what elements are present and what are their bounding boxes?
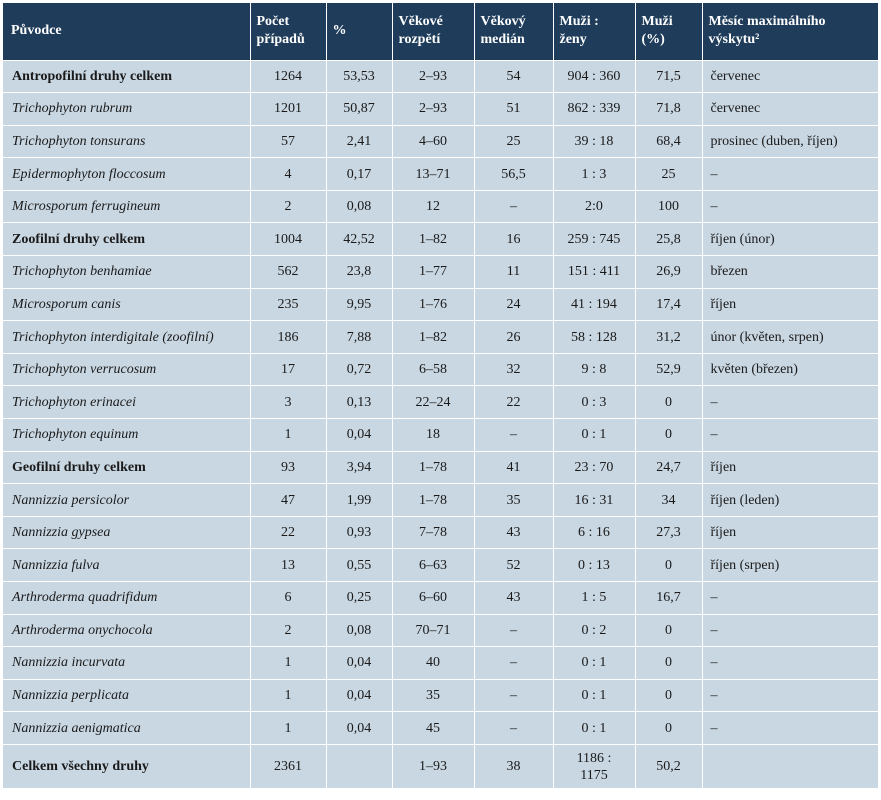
cell-age-range: 1–76 (392, 288, 474, 321)
header-age-median: Věkový medián (474, 3, 553, 60)
header-peak-month: Měsíc maximálního výskytu² (702, 3, 878, 60)
cell-peak-month: – (702, 647, 878, 680)
table-row (3, 288, 878, 321)
cell-peak-month: – (702, 419, 878, 452)
cell-men-percent: 26,9 (635, 256, 702, 289)
cell-age-median: 52 (474, 549, 553, 582)
cell-pathogen: Nannizzia perplicata (3, 679, 250, 712)
cell-case-count: 562 (250, 256, 326, 289)
cell-men-percent: 0 (635, 614, 702, 647)
cell-pathogen: Microsporum canis (3, 288, 250, 321)
table-row (3, 647, 878, 680)
cell-age-median: 43 (474, 582, 553, 615)
cell-men-women: 0 : 3 (553, 386, 635, 419)
cell-age-range: 12 (392, 190, 474, 223)
cell-age-range: 1–77 (392, 256, 474, 289)
table-row (3, 582, 878, 615)
cell-peak-month: říjen (702, 516, 878, 549)
cell-men-women: 58 : 128 (553, 321, 635, 354)
cell-men-women: 862 : 339 (553, 93, 635, 126)
cell-men-women: 904 : 360 (553, 60, 635, 93)
header-case-count: Počet případů (250, 3, 326, 60)
cell-age-median: 22 (474, 386, 553, 419)
cell-men-women: 151 : 411 (553, 256, 635, 289)
cell-peak-month: – (702, 386, 878, 419)
cell-case-count: 1 (250, 679, 326, 712)
table-row (3, 386, 878, 419)
cell-age-median: – (474, 190, 553, 223)
cell-case-count: 13 (250, 549, 326, 582)
cell-peak-month: květen (březen) (702, 353, 878, 386)
cell-men-percent: 16,7 (635, 582, 702, 615)
cell-pathogen: Epidermophyton floccosum (3, 158, 250, 191)
cell-case-count: 6 (250, 582, 326, 615)
cell-age-median: 54 (474, 60, 553, 93)
cell-percent: 0,55 (326, 549, 392, 582)
table-row (3, 549, 878, 582)
table-row (3, 353, 878, 386)
cell-men-percent: 0 (635, 712, 702, 745)
cell-peak-month: červenec (702, 93, 878, 126)
cell-peak-month (702, 744, 878, 788)
cell-percent: 0,13 (326, 386, 392, 419)
cell-peak-month: říjen (702, 288, 878, 321)
cell-percent: 0,04 (326, 712, 392, 745)
cell-percent: 0,04 (326, 419, 392, 452)
cell-peak-month: – (702, 190, 878, 223)
cell-men-women: 2:0 (553, 190, 635, 223)
cell-age-median: 43 (474, 516, 553, 549)
cell-age-range: 1–82 (392, 321, 474, 354)
table-row (3, 321, 878, 354)
cell-men-percent: 100 (635, 190, 702, 223)
header-row (3, 3, 878, 60)
cell-men-percent: 25 (635, 158, 702, 191)
table-row (3, 614, 878, 647)
cell-peak-month: – (702, 614, 878, 647)
cell-pathogen: Trichophyton benhamiae (3, 256, 250, 289)
cell-case-count: 2 (250, 614, 326, 647)
cell-peak-month: březen (702, 256, 878, 289)
cell-percent (326, 744, 392, 788)
cell-men-women: 16 : 31 (553, 484, 635, 517)
cell-percent: 9,95 (326, 288, 392, 321)
cell-age-median: – (474, 679, 553, 712)
cell-pathogen: Geofilní druhy celkem (3, 451, 250, 484)
cell-age-median: 24 (474, 288, 553, 321)
cell-age-median: – (474, 712, 553, 745)
cell-percent: 0,93 (326, 516, 392, 549)
cell-pathogen: Antropofilní druhy celkem (3, 60, 250, 93)
cell-age-range: 1–93 (392, 744, 474, 788)
cell-case-count: 1 (250, 647, 326, 680)
header-men-women: Muži : ženy (553, 3, 635, 60)
cell-case-count: 4 (250, 158, 326, 191)
cell-percent: 7,88 (326, 321, 392, 354)
cell-age-range: 70–71 (392, 614, 474, 647)
cell-men-percent: 50,2 (635, 744, 702, 788)
cell-case-count: 2 (250, 190, 326, 223)
cell-pathogen: Nannizzia aenigmatica (3, 712, 250, 745)
cell-age-range: 6–58 (392, 353, 474, 386)
cell-case-count: 57 (250, 125, 326, 158)
cell-peak-month: – (702, 582, 878, 615)
cell-men-women: 41 : 194 (553, 288, 635, 321)
cell-percent: 0,04 (326, 647, 392, 680)
table-row (3, 484, 878, 517)
cell-men-women: 0 : 1 (553, 679, 635, 712)
pathogen-table (3, 3, 878, 788)
table-group-row (3, 223, 878, 256)
cell-percent: 3,94 (326, 451, 392, 484)
cell-peak-month: – (702, 712, 878, 745)
cell-case-count: 47 (250, 484, 326, 517)
cell-age-median: 41 (474, 451, 553, 484)
cell-case-count: 1 (250, 419, 326, 452)
cell-age-median: 32 (474, 353, 553, 386)
cell-pathogen: Trichophyton tonsurans (3, 125, 250, 158)
cell-case-count: 22 (250, 516, 326, 549)
table-row (3, 125, 878, 158)
cell-pathogen: Nannizzia gypsea (3, 516, 250, 549)
cell-pathogen: Nannizzia fulva (3, 549, 250, 582)
cell-age-range: 1–82 (392, 223, 474, 256)
cell-pathogen: Arthroderma quadrifidum (3, 582, 250, 615)
cell-pathogen: Celkem všechny druhy (3, 744, 250, 788)
table-row (3, 256, 878, 289)
cell-men-women: 0 : 13 (553, 549, 635, 582)
cell-peak-month: říjen (702, 451, 878, 484)
cell-age-range: 40 (392, 647, 474, 680)
table-row (3, 158, 878, 191)
cell-peak-month: říjen (leden) (702, 484, 878, 517)
cell-age-range: 13–71 (392, 158, 474, 191)
cell-men-women: 0 : 1 (553, 647, 635, 680)
cell-men-women: 6 : 16 (553, 516, 635, 549)
cell-age-range: 7–78 (392, 516, 474, 549)
header-age-range: Věkové rozpětí (392, 3, 474, 60)
cell-age-range: 6–60 (392, 582, 474, 615)
cell-case-count: 1264 (250, 60, 326, 93)
cell-age-median: – (474, 647, 553, 680)
cell-age-median: 25 (474, 125, 553, 158)
header-men-percent: Muži (%) (635, 3, 702, 60)
cell-men-percent: 0 (635, 419, 702, 452)
cell-men-percent: 0 (635, 549, 702, 582)
cell-percent: 50,87 (326, 93, 392, 126)
cell-percent: 0,08 (326, 190, 392, 223)
cell-percent: 23,8 (326, 256, 392, 289)
cell-pathogen: Trichophyton equinum (3, 419, 250, 452)
cell-men-women: 0 : 1 (553, 712, 635, 745)
table-row (3, 93, 878, 126)
cell-pathogen: Arthroderma onychocola (3, 614, 250, 647)
cell-age-median: 11 (474, 256, 553, 289)
cell-case-count: 17 (250, 353, 326, 386)
cell-case-count: 2361 (250, 744, 326, 788)
cell-men-women: 1 : 3 (553, 158, 635, 191)
cell-men-percent: 0 (635, 386, 702, 419)
cell-men-percent: 0 (635, 647, 702, 680)
cell-age-range: 35 (392, 679, 474, 712)
cell-percent: 0,17 (326, 158, 392, 191)
cell-age-range: 6–63 (392, 549, 474, 582)
table-group-row (3, 451, 878, 484)
cell-age-range: 18 (392, 419, 474, 452)
cell-age-median: 35 (474, 484, 553, 517)
header-pathogen: Původce (3, 3, 250, 60)
cell-pathogen: Microsporum ferrugineum (3, 190, 250, 223)
cell-pathogen: Nannizzia persicolor (3, 484, 250, 517)
cell-men-percent: 71,5 (635, 60, 702, 93)
cell-men-percent: 25,8 (635, 223, 702, 256)
cell-percent: 2,41 (326, 125, 392, 158)
table-row (3, 679, 878, 712)
cell-peak-month: prosinec (duben, říjen) (702, 125, 878, 158)
cell-percent: 0,25 (326, 582, 392, 615)
table-group-row (3, 60, 878, 93)
cell-peak-month: – (702, 679, 878, 712)
cell-peak-month: říjen (únor) (702, 223, 878, 256)
cell-men-women: 1186 : 1175 (553, 744, 635, 788)
cell-peak-month: únor (květen, srpen) (702, 321, 878, 354)
cell-men-percent: 68,4 (635, 125, 702, 158)
cell-men-women: 0 : 2 (553, 614, 635, 647)
cell-percent: 0,72 (326, 353, 392, 386)
cell-pathogen: Nannizzia incurvata (3, 647, 250, 680)
cell-peak-month: červenec (702, 60, 878, 93)
cell-men-percent: 71,8 (635, 93, 702, 126)
cell-age-median: – (474, 614, 553, 647)
cell-men-percent: 27,3 (635, 516, 702, 549)
cell-age-median: 38 (474, 744, 553, 788)
cell-age-median: 56,5 (474, 158, 553, 191)
cell-peak-month: říjen (srpen) (702, 549, 878, 582)
cell-men-women: 39 : 18 (553, 125, 635, 158)
cell-case-count: 1 (250, 712, 326, 745)
cell-case-count: 235 (250, 288, 326, 321)
cell-case-count: 1201 (250, 93, 326, 126)
cell-percent: 1,99 (326, 484, 392, 517)
cell-percent: 42,52 (326, 223, 392, 256)
cell-age-range: 1–78 (392, 484, 474, 517)
cell-pathogen: Zoofilní druhy celkem (3, 223, 250, 256)
cell-men-percent: 17,4 (635, 288, 702, 321)
cell-age-range: 2–93 (392, 93, 474, 126)
cell-men-women: 1 : 5 (553, 582, 635, 615)
cell-age-median: 16 (474, 223, 553, 256)
cell-case-count: 3 (250, 386, 326, 419)
table-body (3, 60, 878, 788)
cell-age-range: 2–93 (392, 60, 474, 93)
cell-men-percent: 52,9 (635, 353, 702, 386)
cell-peak-month: – (702, 158, 878, 191)
cell-pathogen: Trichophyton rubrum (3, 93, 250, 126)
cell-men-women: 23 : 70 (553, 451, 635, 484)
cell-percent: 53,53 (326, 60, 392, 93)
cell-percent: 0,08 (326, 614, 392, 647)
cell-age-median: 51 (474, 93, 553, 126)
cell-men-women: 259 : 745 (553, 223, 635, 256)
cell-pathogen: Trichophyton interdigitale (zoofilní) (3, 321, 250, 354)
cell-men-percent: 31,2 (635, 321, 702, 354)
cell-age-median: 26 (474, 321, 553, 354)
cell-men-percent: 0 (635, 679, 702, 712)
cell-age-median: – (474, 419, 553, 452)
table-group-row (3, 744, 878, 788)
table-row (3, 419, 878, 452)
table-row (3, 516, 878, 549)
cell-percent: 0,04 (326, 679, 392, 712)
cell-age-range: 1–78 (392, 451, 474, 484)
cell-case-count: 1004 (250, 223, 326, 256)
cell-case-count: 93 (250, 451, 326, 484)
cell-men-women: 0 : 1 (553, 419, 635, 452)
header-percent: % (326, 3, 392, 60)
cell-case-count: 186 (250, 321, 326, 354)
table-row (3, 712, 878, 745)
cell-age-range: 22–24 (392, 386, 474, 419)
cell-pathogen: Trichophyton verrucosum (3, 353, 250, 386)
cell-age-range: 45 (392, 712, 474, 745)
cell-men-percent: 34 (635, 484, 702, 517)
cell-pathogen: Trichophyton erinacei (3, 386, 250, 419)
table-row (3, 190, 878, 223)
cell-men-women: 9 : 8 (553, 353, 635, 386)
cell-men-percent: 24,7 (635, 451, 702, 484)
cell-age-range: 4–60 (392, 125, 474, 158)
